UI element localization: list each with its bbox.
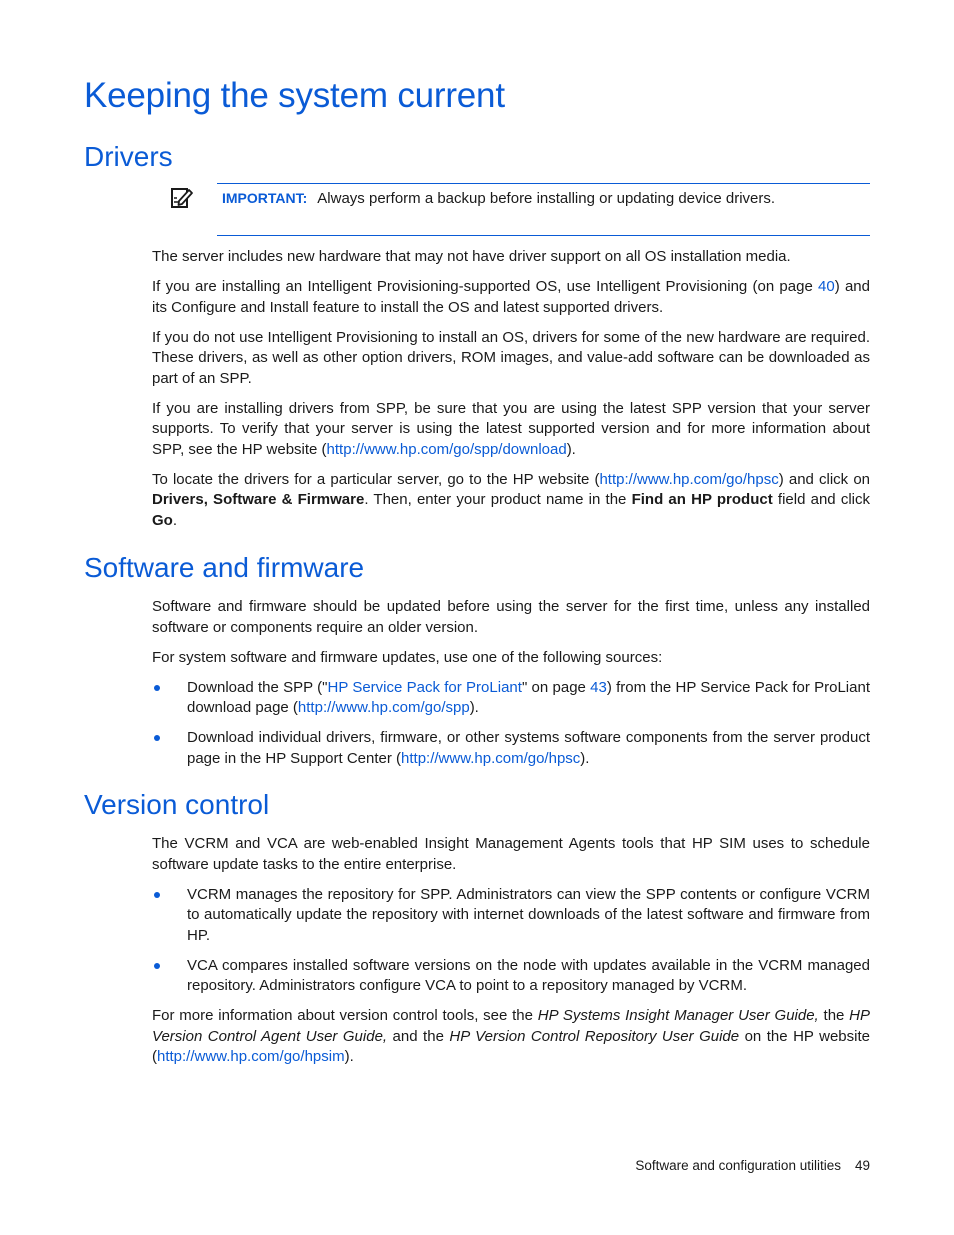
page-number: 49 — [854, 1158, 870, 1173]
paragraph: The server includes new hardware that may not have driver support on all OS installation media. — [152, 248, 791, 265]
drivers-body — [152, 247, 870, 531]
paragraph: If you do not use Intelligent Provisioning to install an OS, drivers for some of the new hardware are required. These drivers, as well as other option drivers, ROM images, and value-add software can be downloaded as part of an SPP. — [152, 328, 870, 387]
paragraph: If you are installing drivers from SPP, be sure that you are using the latest SPP version that your server supports. To verify that your server is using the latest supported version and for more information about SPP, see the HP website (http://www.hp.com/go/spp/download). — [152, 399, 870, 458]
page-title: Keeping the system current — [84, 76, 505, 115]
bullet-icon — [154, 963, 160, 969]
paragraph: The VCRM and VCA are web-enabled Insight Management Agents tools that HP SIM uses to schedule software update tasks to the entire enterprise. — [152, 835, 870, 873]
page-link[interactable]: 40 — [818, 278, 835, 295]
software-heading: Software and firmware — [84, 552, 365, 583]
paragraph: For system software and firmware updates, use one of the following sources: — [152, 648, 663, 666]
list-item: VCRM manages the repository for SPP. Administrators can view the SPP contents or configure VCRM to automatically update the repository with internet downloads of the latest software and firmware from HP. — [152, 885, 870, 947]
version-heading: Version control — [84, 789, 270, 820]
paragraph: Software and firmware should be updated before using the server for the first time, unless any installed software or components require an older version. — [152, 598, 870, 636]
spp-page-link[interactable]: HP Service Pack for ProLiant — [327, 678, 522, 696]
paragraph: For more information about version control tools, see the HP Systems Insight Manager User Guide, the HP Version Control Agent User Guide, and the HP Version Control Repository User Guide on the HP website (http://www.hp.com/go/hpsim). — [152, 1007, 871, 1065]
page-link[interactable]: 43 — [590, 678, 607, 696]
page-footer — [635, 1158, 870, 1173]
important-label: IMPORTANT: — [222, 190, 308, 206]
list-item: VCA compares installed software versions on the node with updates available in the VCRM managed repository. Administrators configure VCA to point to a repository managed by VCRM. — [152, 956, 870, 997]
bullet-icon — [154, 892, 160, 898]
spp-link[interactable]: http://www.hp.com/go/spp — [297, 699, 470, 716]
hpsc-link[interactable]: http://www.hp.com/go/hpsc — [599, 470, 779, 488]
hpsc-link[interactable]: http://www.hp.com/go/hpsc — [401, 749, 581, 767]
important-message — [222, 188, 775, 209]
footer-section: Software and configuration utilities — [635, 1158, 841, 1173]
important-text: Always perform a backup before installing or updating device drivers. — [317, 190, 776, 207]
drivers-heading: Drivers — [84, 141, 173, 172]
bullet-icon — [154, 685, 160, 691]
paragraph: If you are installing an Intelligent Provisioning-supported OS, use Intelligent Provisioning (on page 40) and its Configure and Install feature to install the OS and latest supported drivers. — [152, 278, 870, 316]
paragraph: To locate the drivers for a particular server, go to the HP website (http://www.hp.com/go/hpsc) and click on Drivers, Software & Firmware. Then, enter your product name in the Find an HP product field and click Go. — [152, 470, 871, 529]
version-body — [152, 834, 870, 1068]
hpsim-link[interactable]: http://www.hp.com/go/hpsim — [157, 1048, 345, 1065]
important-note-icon — [170, 186, 194, 210]
spp-download-link[interactable]: http://www.hp.com/go/spp/download — [326, 440, 567, 458]
list-item: Download the SPP ("HP Service Pack for ProLiant" on page 43) from the HP Service Pack for ProLiant download page (http://www.hp.com/go/spp). — [152, 678, 870, 719]
list-item: Download individual drivers, firmware, or other systems software components from the server product page in the HP Support Center (http://www.hp.com/go/hpsc). — [152, 728, 870, 769]
bullet-icon — [154, 735, 160, 741]
software-body — [152, 597, 870, 769]
